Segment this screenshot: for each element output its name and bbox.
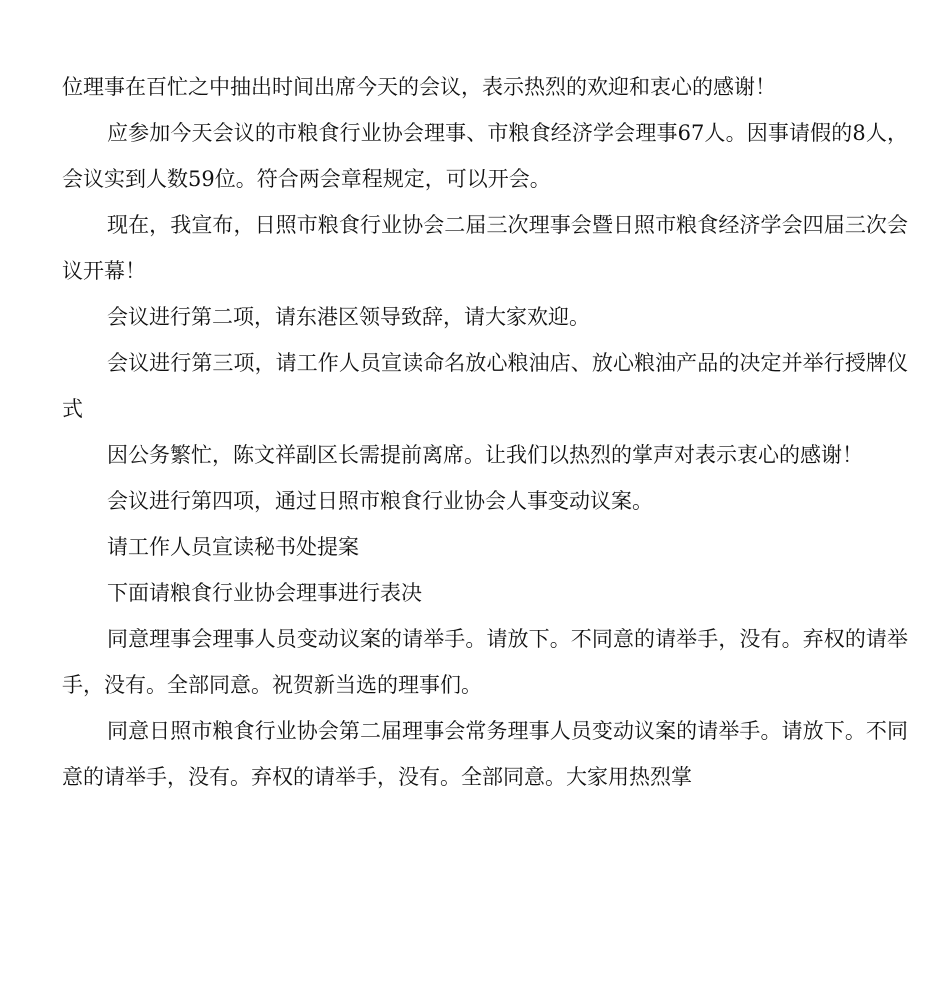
paragraph-attendance: 应参加今天会议的市粮食行业协会理事、市粮食经济学会理事67人。因事请假的8人，会议实到人数59位。符合两会章程规定，可以开会。 — [62, 121, 908, 191]
paragraph-vote-call: 下面请粮食行业协会理事进行表决 — [107, 581, 422, 605]
paragraph-departure-thanks: 因公务繁忙，陈文祥副区长需提前离席。让我们以热烈的掌声对表示衷心的感谢！ — [107, 443, 863, 467]
document-body — [62, 64, 908, 800]
paragraph-opening: 现在，我宣布，日照市粮食行业协会二届三次理事会暨日照市粮食经济学会四届三次会议开幕！ — [62, 213, 908, 283]
paragraph-read-proposal: 请工作人员宣读秘书处提案 — [107, 535, 359, 559]
paragraph-item-two: 会议进行第二项，请东港区领导致辞，请大家欢迎。 — [107, 305, 590, 329]
paragraph-item-four: 会议进行第四项，通过日照市粮食行业协会人事变动议案。 — [107, 489, 653, 513]
paragraph-item-three: 会议进行第三项，请工作人员宣读命名放心粮油店、放心粮油产品的决定并举行授牌仪式 — [62, 351, 908, 421]
paragraph-vote-council: 同意理事会理事人员变动议案的请举手。请放下。不同意的请举手，没有。弃权的请举手，没有。全部同意。祝贺新当选的理事们。 — [62, 627, 908, 697]
paragraph-welcome: 位理事在百忙之中抽出时间出席今天的会议，表示热烈的欢迎和衷心的感谢！ — [62, 75, 776, 99]
paragraph-vote-standing: 同意日照市粮食行业协会第二届理事会常务理事人员变动议案的请举手。请放下。不同意的请举手，没有。弃权的请举手，没有。全部同意。大家用热烈掌 — [62, 719, 908, 789]
